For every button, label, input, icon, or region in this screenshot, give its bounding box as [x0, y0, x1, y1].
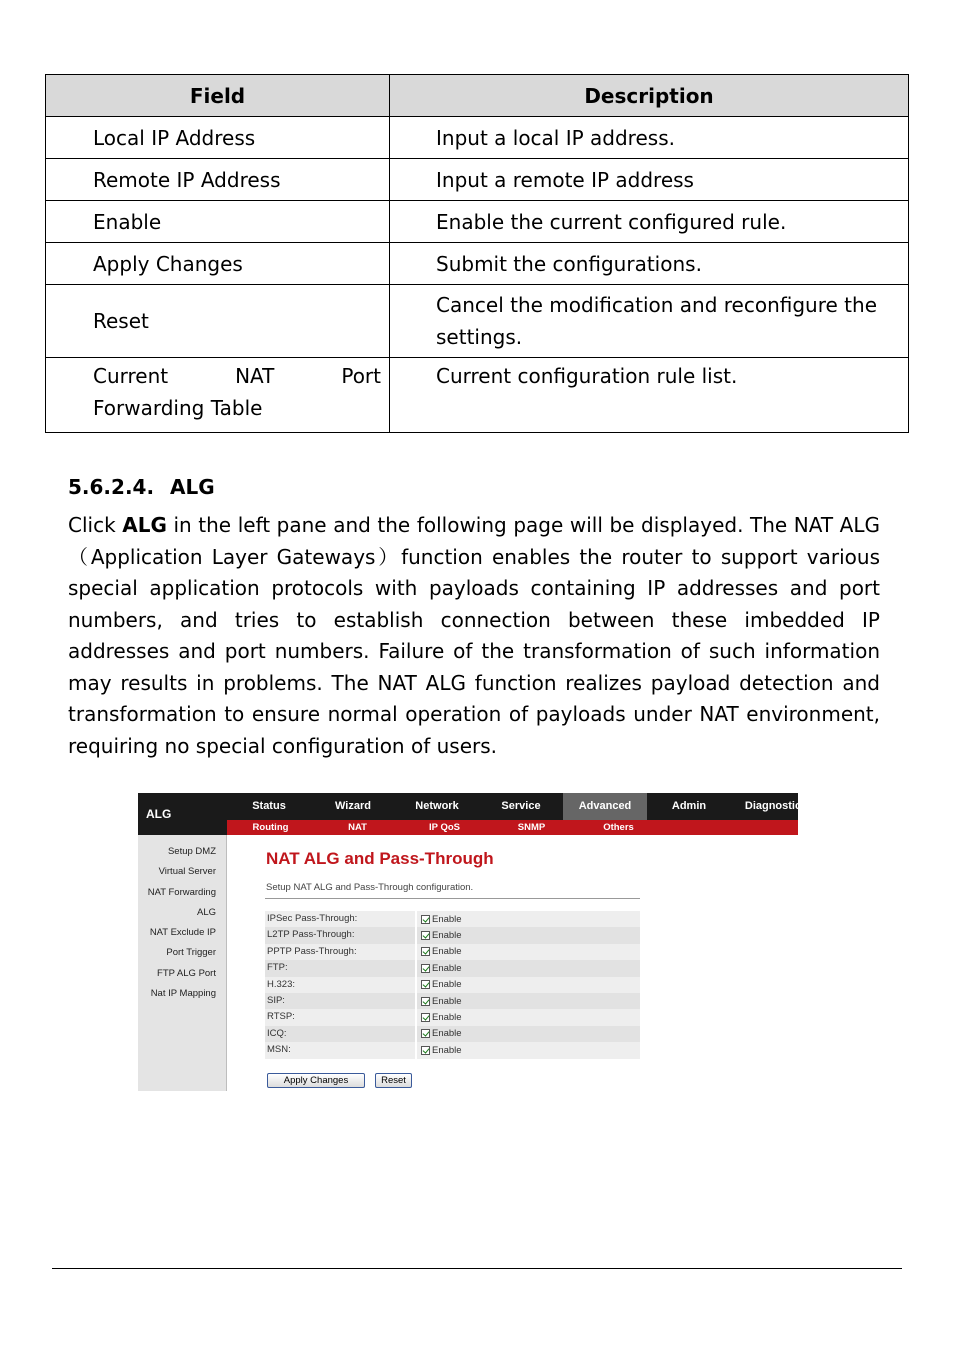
- sidebar-item-nat-ip-mapping[interactable]: Nat IP Mapping: [150, 988, 216, 1000]
- checkbox-label: Enable: [432, 979, 462, 991]
- subnav-others[interactable]: Others: [603, 822, 634, 833]
- nav-admin[interactable]: Admin: [671, 800, 707, 812]
- nav-network[interactable]: Network: [415, 800, 459, 812]
- subnav-routing[interactable]: Routing: [252, 822, 289, 833]
- setting-value: [417, 911, 640, 927]
- nav-service[interactable]: Service: [501, 800, 541, 812]
- setting-value: [417, 944, 640, 960]
- sidebar-item-setup-dmz[interactable]: Setup DMZ: [167, 846, 216, 857]
- setting-value: [417, 1009, 640, 1025]
- reset-button[interactable]: Reset: [375, 1073, 412, 1088]
- setting-row: [265, 960, 640, 976]
- enable-checkbox[interactable]: [421, 915, 430, 924]
- footer-divider: [52, 1268, 902, 1269]
- setting-label: PPTP Pass-Through:: [265, 944, 417, 960]
- field-cell: Reset: [46, 285, 390, 358]
- setting-label: FTP:: [265, 960, 417, 976]
- apply-changes-button[interactable]: Apply Changes: [267, 1073, 365, 1088]
- enable-checkbox[interactable]: [421, 947, 430, 956]
- paragraph-text: Click: [68, 513, 123, 537]
- enable-checkbox[interactable]: [421, 964, 430, 973]
- setting-label: ICQ:: [265, 1026, 417, 1042]
- sidebar: [138, 835, 227, 1091]
- nav-diagnostic[interactable]: Diagnostic: [744, 800, 802, 812]
- sidebar-item-alg[interactable]: ALG: [196, 906, 216, 918]
- field-cell: [46, 358, 390, 433]
- enable-checkbox[interactable]: [421, 1029, 430, 1038]
- content-pane: [227, 835, 798, 1091]
- setting-label: H.323:: [265, 977, 417, 993]
- section-heading: [68, 475, 215, 499]
- table-row: [46, 117, 909, 159]
- enable-checkbox[interactable]: [421, 931, 430, 940]
- checkbox-label: Enable: [432, 946, 462, 958]
- paragraph-bold-text: ALG: [122, 513, 167, 537]
- checkbox-label: Enable: [432, 962, 462, 974]
- nav-wizard[interactable]: Wizard: [335, 800, 371, 812]
- subnav-snmp[interactable]: SNMP: [517, 822, 546, 833]
- setting-row: [265, 1042, 640, 1058]
- field-cell: Remote IP Address: [46, 159, 390, 201]
- description-cell: Cancel the modification and reconfigure the settings.: [390, 285, 909, 358]
- subnav-ipqos[interactable]: IP QoS: [429, 822, 460, 833]
- setting-value: [417, 927, 640, 943]
- setting-value: [417, 1042, 640, 1058]
- sub-nav: [227, 820, 798, 835]
- description-cell: Input a remote IP address: [390, 159, 909, 201]
- setting-value: [417, 993, 640, 1009]
- field-description-table: [45, 74, 909, 433]
- setting-row: [265, 927, 640, 943]
- setting-label: IPSec Pass-Through:: [265, 911, 417, 927]
- setting-value: [417, 1026, 640, 1042]
- subnav-nat[interactable]: NAT: [348, 822, 367, 833]
- checkbox-label: Enable: [432, 995, 462, 1007]
- field-cell: Apply Changes: [46, 243, 390, 285]
- table-row: [46, 201, 909, 243]
- checkbox-label: Enable: [432, 913, 462, 925]
- field-line-2: Forwarding Table: [93, 396, 263, 420]
- header-field: Field: [46, 75, 390, 117]
- setting-row: [265, 993, 640, 1009]
- nav-advanced[interactable]: Advanced: [563, 793, 647, 820]
- setting-value: [417, 960, 640, 976]
- setting-row: [265, 944, 640, 960]
- description-cell: Submit the configurations.: [390, 243, 909, 285]
- setting-label: MSN:: [265, 1042, 417, 1058]
- setting-label: L2TP Pass-Through:: [265, 927, 417, 943]
- checkbox-label: Enable: [432, 1028, 462, 1040]
- field-cell: Local IP Address: [46, 117, 390, 159]
- checkbox-label: Enable: [432, 1012, 462, 1024]
- enable-checkbox[interactable]: [421, 1046, 430, 1055]
- router-screenshot: [138, 793, 802, 1091]
- page-subtitle: Setup NAT ALG and Pass-Through configuration.: [266, 882, 474, 893]
- setting-row: [265, 977, 640, 993]
- field-cell: Enable: [46, 201, 390, 243]
- setting-row: [265, 911, 640, 927]
- table-row: [46, 285, 909, 358]
- setting-row: [265, 1026, 640, 1042]
- field-word: Current: [93, 364, 169, 388]
- section-number: 5.6.2.4.: [68, 475, 155, 499]
- sidebar-item-port-trigger[interactable]: Port Trigger: [166, 947, 216, 959]
- enable-checkbox[interactable]: [421, 997, 430, 1006]
- field-word: NAT: [235, 364, 275, 388]
- nav-status[interactable]: Status: [252, 800, 286, 812]
- description-cell: Input a local IP address.: [390, 117, 909, 159]
- body-paragraph: [68, 510, 880, 762]
- description-cell: Enable the current configured rule.: [390, 201, 909, 243]
- alg-settings-list: [265, 911, 640, 1059]
- table-row: [46, 358, 909, 433]
- sidebar-item-virtual-server[interactable]: Virtual Server: [158, 866, 216, 878]
- table-row: [46, 159, 909, 201]
- checkbox-label: Enable: [432, 930, 462, 942]
- setting-row: [265, 1009, 640, 1025]
- field-line-1: [93, 360, 389, 392]
- setting-label: SIP:: [265, 993, 417, 1009]
- setting-value: [417, 977, 640, 993]
- setting-label: RTSP:: [265, 1009, 417, 1025]
- header-description: Description: [390, 75, 909, 117]
- enable-checkbox[interactable]: [421, 980, 430, 989]
- divider: [265, 898, 640, 899]
- sidebar-item-nat-exclude-ip[interactable]: NAT Exclude IP: [149, 927, 216, 939]
- page-brand: ALG: [138, 793, 227, 835]
- sidebar-item-ftp-alg-port[interactable]: FTP ALG Port: [157, 967, 216, 979]
- sidebar-item-nat-forwarding[interactable]: NAT Forwarding: [147, 886, 216, 898]
- paragraph-text: in the left pane and the following page will be displayed. The NAT ALG（Application Layer Gateways）function enables the router to support various special application protocols with payloads containing IP addresses and port numbers, and tries to establish connection between these imbedded IP addresses and port numbers. Failure of the transformation of such information may results in problems. The NAT ALG function realizes payload detection and transformation to ensure normal operation of payloads under NAT environment, requiring no special configuration of users.: [68, 513, 881, 758]
- table-row: [46, 243, 909, 285]
- enable-checkbox[interactable]: [421, 1013, 430, 1022]
- checkbox-label: Enable: [432, 1044, 462, 1056]
- section-title: ALG: [170, 475, 215, 499]
- description-cell: Current configuration rule list.: [390, 358, 909, 433]
- field-word: Port: [341, 364, 381, 388]
- main-nav: [227, 793, 815, 820]
- page-title: NAT ALG and Pass-Through: [266, 849, 494, 868]
